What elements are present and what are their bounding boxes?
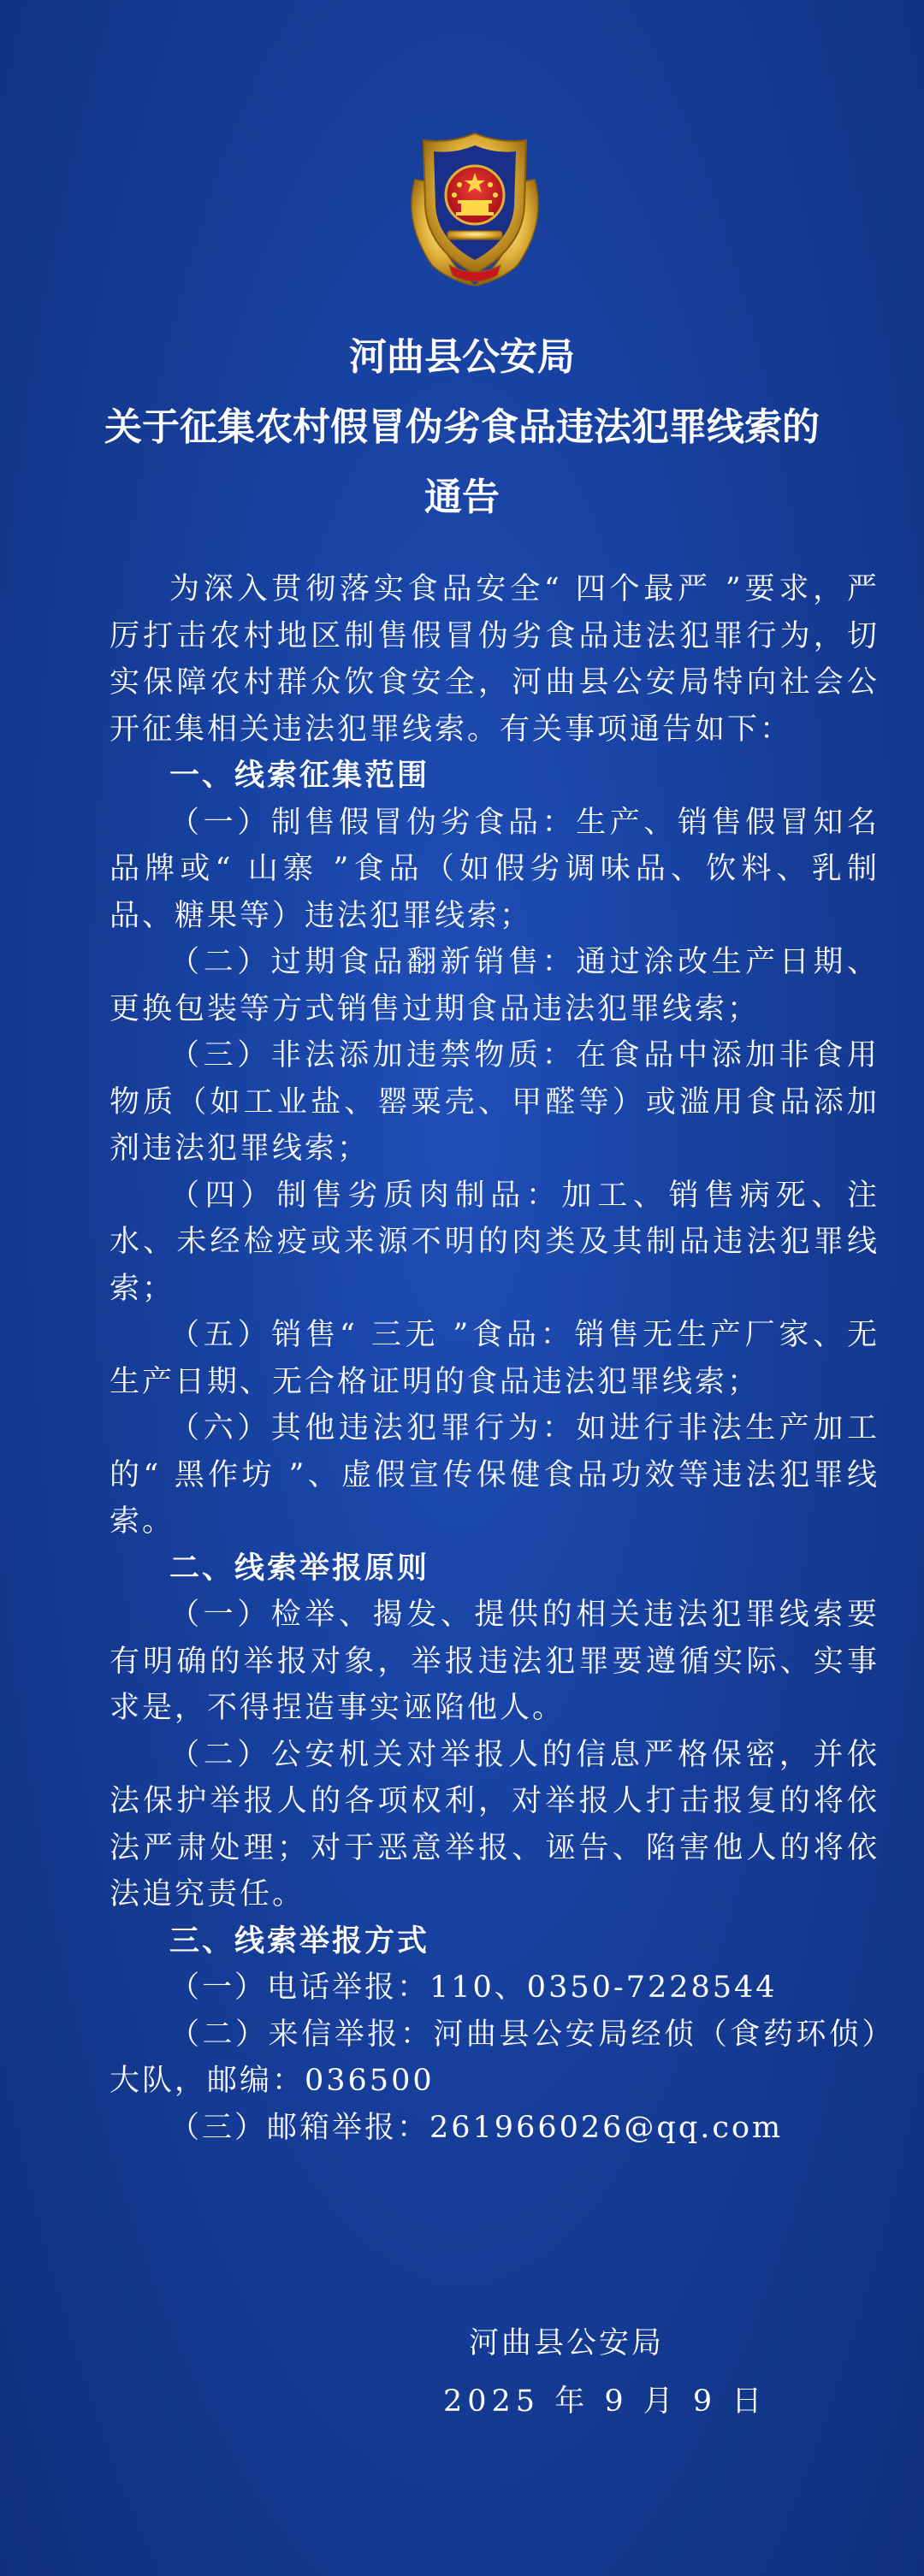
police-emblem-icon: [398, 128, 552, 291]
signature-org: 河曲县公安局: [469, 2326, 665, 2360]
title-line-2: 关于征集农村假冒伪劣食品违法犯罪线索的: [104, 405, 820, 449]
intro-tail-text: 有关事项通告如下：: [500, 712, 793, 747]
section-1-item-4: （四）制售劣质肉制品：加工、销售病死、注水、未经检疫或来源不明的肉类及其制品违法犯罪线索；: [110, 1178, 880, 1306]
section-3-heading: 三、线索举报方式: [169, 1923, 430, 1959]
signature-date: 2025 年 9 月 9 日: [443, 2384, 767, 2419]
notice-body: [110, 566, 880, 2151]
section-1-item-6: （六）其他违法犯罪行为：如进行非法生产加工的“ 黑作坊 ”、虚假宣传保健食品功效等违法犯罪线索。: [110, 1411, 880, 1539]
title-line-1: 河曲县公安局: [349, 335, 575, 379]
section-1-item-3: （三）非法添加违禁物质：在食品中添加非食用物质（如工业盐、罂粟壳、甲醛等）或滥用食品添加剂违法犯罪线索；: [110, 1038, 880, 1166]
section-2-item-2: （二）公安机关对举报人的信息严格保密，并依法保护举报人的各项权利，对举报人打击报复的将依法严肃处理；对于恶意举报、诬告、陷害他人的将依法追究责任。: [110, 1737, 880, 1911]
section-1-item-5: （五）销售“ 三无 ”食品：销售无生产厂家、无生产日期、无合格证明的食品违法犯罪线索；: [110, 1318, 880, 1399]
section-1-item-1: （一）制售假冒伪劣食品：生产、销售假冒知名品牌或“ 山寨 ”食品（如假劣调味品、饮料、乳制品、糖果等）违法犯罪线索；: [110, 805, 880, 933]
email-report: （三）邮箱举报：261966026@qq.com: [169, 2110, 784, 2145]
section-2-heading: 二、线索举报原则: [169, 1551, 430, 1586]
section-2-item-1: （一）检举、揭发、提供的相关违法犯罪线索要有明确的举报对象，举报违法犯罪要遵循实际、实事求是，不得捏造事实诬陷他人。: [110, 1598, 880, 1725]
intro-paragraph: [110, 566, 880, 753]
section-1-item-2: （二）过期食品翻新销售：通过涂改生产日期、更换包装等方式销售过期食品违法犯罪线索；: [110, 945, 880, 1026]
title-line-3: 通告: [424, 476, 500, 519]
mail-report: （二）来信举报：河曲县公安局经侦（食药环侦）大队，邮编：036500: [110, 2017, 880, 2098]
section-1-heading: 一、线索征集范围: [169, 759, 430, 793]
intro-text: 为深入贯彻落实食品安全“ 四个最严 ”要求，严厉打击农村地区制售假冒伪劣食品违法犯罪行为，切实保障农村群众饮食安全，河曲县公安局特向社会公开征集相关违法犯罪线索。: [110, 572, 880, 747]
phone-report: （一）电话举报：110、0350-7228544: [169, 1970, 778, 2005]
